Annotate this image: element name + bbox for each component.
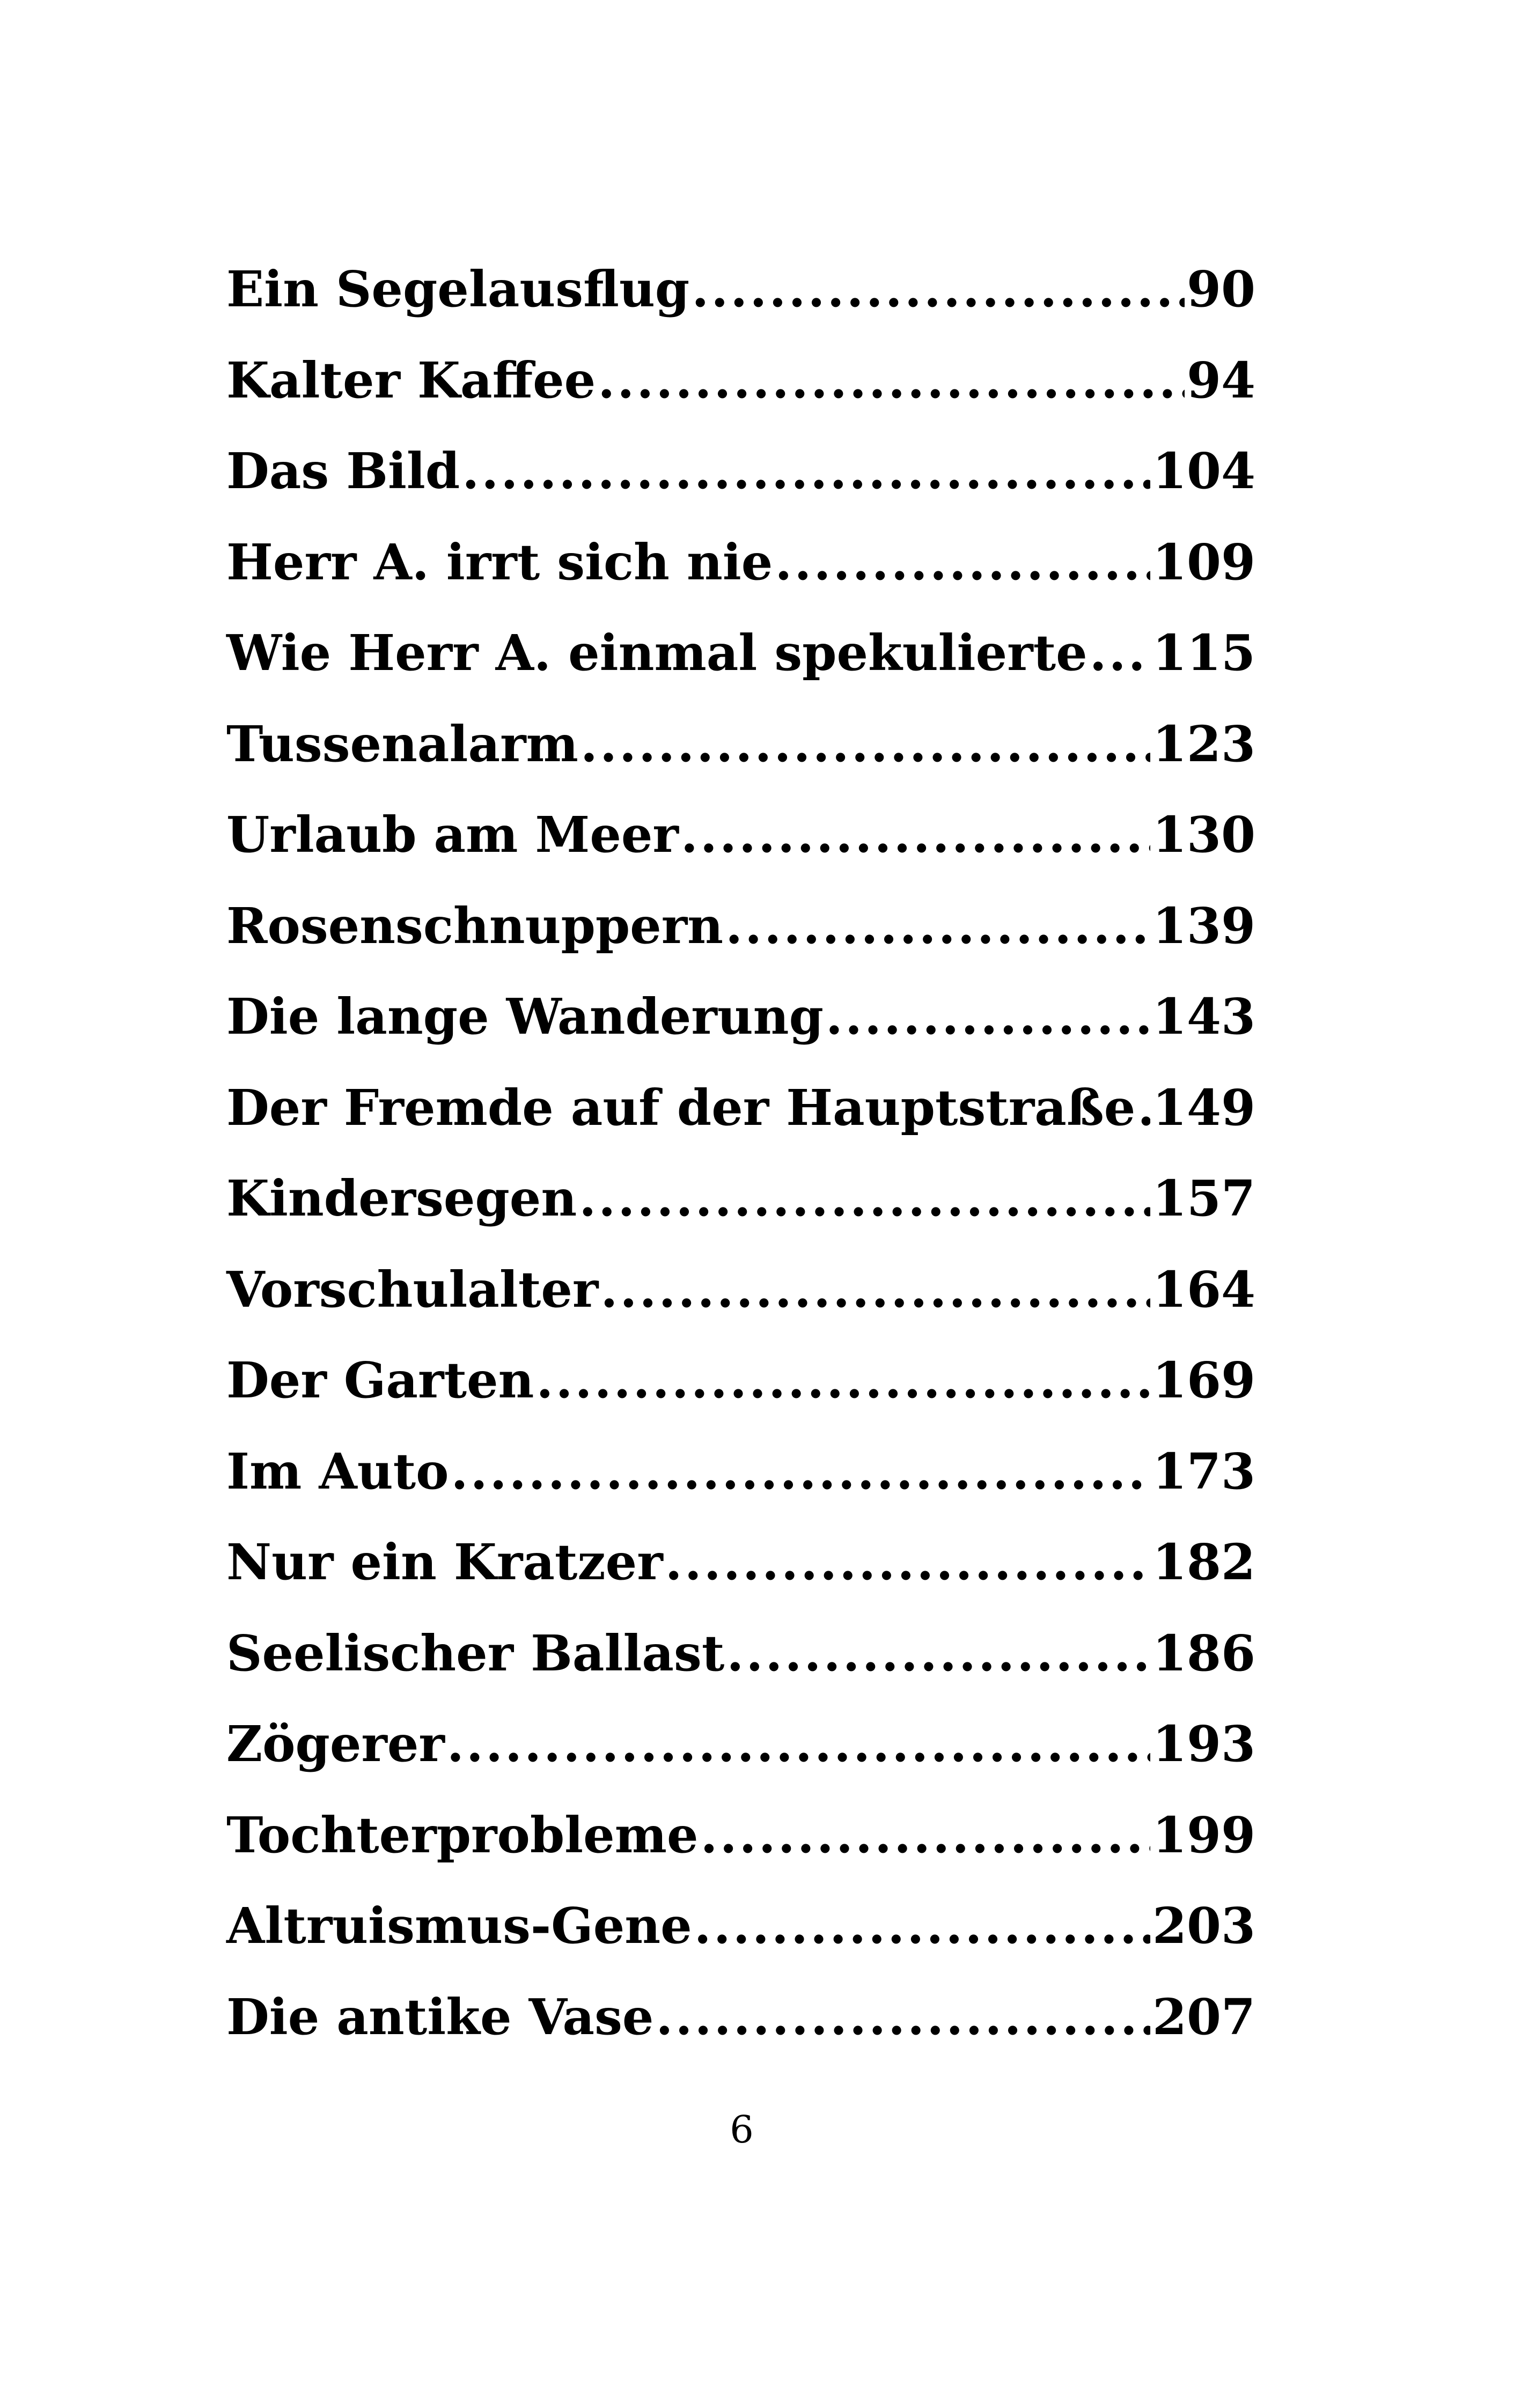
toc-entry [226, 517, 1255, 608]
toc-entry-title: Tochterprobleme [226, 1806, 699, 1864]
dot-leader [665, 1517, 1150, 1608]
toc-entry-title: Tussenalarm [226, 715, 578, 773]
dot-leader [725, 881, 1150, 972]
dot-leader [692, 244, 1185, 335]
toc-entry-page: 90 [1186, 260, 1255, 318]
dot-leader [579, 1153, 1150, 1244]
toc-entry-title: Wie Herr A. einmal spekulierte [226, 624, 1088, 682]
dot-leader [581, 699, 1150, 790]
dot-leader [536, 1335, 1150, 1426]
dot-leader [462, 426, 1150, 517]
toc-entry-page: 143 [1152, 988, 1255, 1045]
toc-entry-title: Herr A. irrt sich nie [226, 533, 773, 591]
toc-entry-page: 169 [1152, 1351, 1255, 1409]
toc-entry-page: 207 [1152, 1987, 1255, 2046]
toc-entry-title: Die antike Vase [226, 1987, 654, 2046]
toc-entry [226, 699, 1255, 790]
toc-entry [226, 335, 1255, 426]
toc-entry-title: Ein Segelausflug [226, 260, 690, 318]
toc-entry-title: Das Bild [226, 442, 460, 500]
toc-entry [226, 1881, 1255, 1972]
toc-entry-title: Der Fremde auf der Hauptstraße [226, 1078, 1136, 1137]
toc-entry [226, 1608, 1255, 1699]
dot-leader [1137, 1063, 1150, 1154]
toc-entry [226, 1153, 1255, 1244]
toc-entry-title: Urlaub am Meer [226, 806, 679, 864]
toc-entry-title: Zögerer [226, 1715, 445, 1773]
toc-entry [226, 1244, 1255, 1336]
toc-entry [226, 1063, 1255, 1154]
page-number: 6 [730, 2108, 754, 2152]
toc-entry-title: Altruismus-Gene [226, 1897, 692, 1955]
toc-entry-title: Kalter Kaffee [226, 351, 596, 409]
toc-entry-page: 203 [1152, 1897, 1255, 1955]
toc-entry [226, 1517, 1255, 1608]
toc-entry-page: 193 [1152, 1715, 1255, 1773]
toc-entry-title: Vorschulalter [226, 1260, 599, 1319]
toc-entry-page: 157 [1152, 1169, 1255, 1227]
toc-entry [226, 244, 1255, 335]
toc-entry-title: Kindersegen [226, 1169, 577, 1227]
toc-entry [226, 971, 1255, 1063]
toc-entry-page: 199 [1152, 1806, 1255, 1864]
toc-entry-page: 139 [1152, 896, 1255, 955]
toc-entry [226, 1790, 1255, 1881]
dot-leader [726, 1608, 1150, 1699]
toc-entry [226, 1699, 1255, 1790]
toc-entry-page: 186 [1152, 1624, 1255, 1682]
toc-entry-page: 173 [1152, 1442, 1255, 1500]
dot-leader [598, 335, 1185, 426]
dot-leader [826, 971, 1150, 1063]
toc-entry-page: 94 [1186, 351, 1255, 409]
toc-entry-title: Die lange Wanderung [226, 988, 824, 1045]
dot-leader [451, 1426, 1150, 1518]
toc-entry-title: Rosenschnuppern [226, 896, 724, 955]
dot-leader [656, 1972, 1150, 2063]
dot-leader [600, 1244, 1150, 1336]
toc-entry-title: Im Auto [226, 1442, 449, 1500]
toc-entry-title: Nur ein Kratzer [226, 1533, 663, 1591]
toc-entry-page: 115 [1152, 624, 1255, 682]
dot-leader [701, 1790, 1150, 1881]
dot-leader [681, 790, 1150, 881]
toc-entry [226, 1335, 1255, 1426]
toc-entry-page: 130 [1152, 806, 1255, 864]
toc-entry [226, 426, 1255, 517]
table-of-contents [226, 244, 1255, 2063]
toc-entry-page: 104 [1152, 442, 1255, 500]
toc-entry [226, 1972, 1255, 2063]
toc-entry [226, 881, 1255, 972]
toc-entry [226, 608, 1255, 699]
toc-entry-page: 149 [1152, 1078, 1255, 1137]
dot-leader [1090, 608, 1150, 699]
toc-entry-page: 123 [1152, 715, 1255, 773]
dot-leader [694, 1881, 1150, 1972]
toc-entry-title: Seelischer Ballast [226, 1624, 725, 1682]
toc-entry-page: 109 [1152, 533, 1255, 591]
toc-entry [226, 1426, 1255, 1518]
toc-entry-title: Der Garten [226, 1351, 534, 1409]
toc-entry-page: 182 [1152, 1533, 1255, 1591]
dot-leader [775, 517, 1150, 608]
toc-entry [226, 790, 1255, 881]
dot-leader [447, 1699, 1150, 1790]
toc-entry-page: 164 [1152, 1260, 1255, 1319]
